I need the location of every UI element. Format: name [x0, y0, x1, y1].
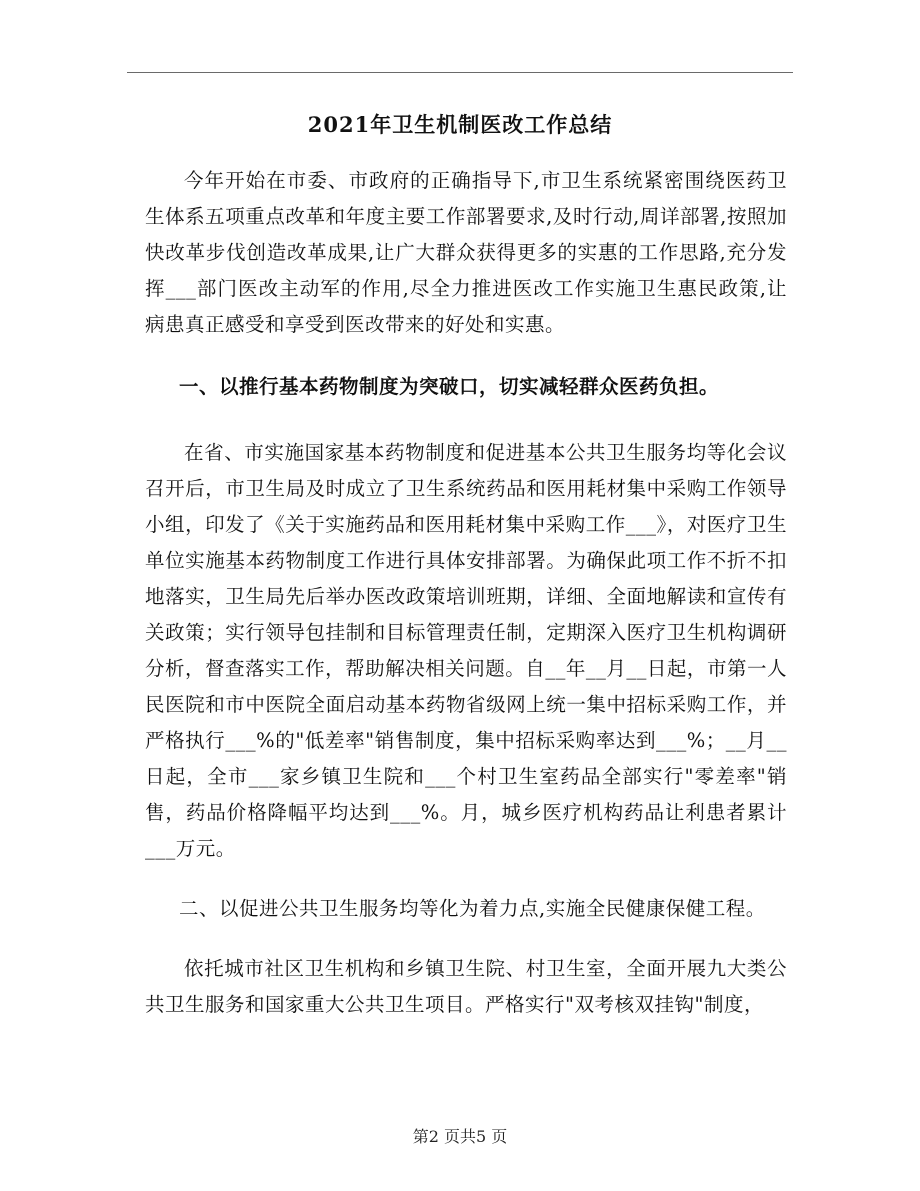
section-heading-2: 二、以促进公共卫生服务均等化为着力点,实施全民健康保健工程。	[179, 897, 766, 920]
intro-paragraph: 今年开始在市委、市政府的正确指导下,市卫生系统紧密围绕医药卫生体系五项重点改革和年度主要工作部署要求,及时行动,周详部署,按照加快改革步伐创造改革成果,让广大群众获得更多的实惠的工作思路,充分发挥___部门医改主动军的作用,尽全力推进医改工作实施卫生惠民政策,让病患真正感受和享受到医改带来的好处和实惠。	[145, 169, 787, 336]
document-title: 2021年卫生机制医改工作总结	[307, 112, 613, 137]
page-number: 第2 页共5 页	[412, 1127, 508, 1146]
header-rule	[127, 72, 793, 73]
section-heading-1: 一、以推行基本药物制度为突破口，切实减轻群众医药负担。	[179, 375, 720, 398]
document-body	[145, 163, 787, 1023]
section-1-paragraph: 在省、市实施国家基本药物制度和促进基本公共卫生服务均等化会议召开后，市卫生局及时成立了卫生系统药品和医用耗材集中采购工作领导小组，印发了《关于实施药品和医用耗材集中采购工作___》，对医疗卫生单位实施基本药物制度工作进行具体安排部署。为确保此项工作不折不扣地落实，卫生局先后举办医改政策培训班期，详细、全面地解读和宣传有关政策；实行领导包挂制和目标管理责任制，定期深入医疗卫生机构调研分析，督查落实工作，帮助解决相关问题。自__年__月__日起，市第一人民医院和市中医院全面启动基本药物省级网上统一集中招标采购工作，并严格执行___%的"低差率"销售制度，集中招标采购率达到___%；__月__日起，全市___家乡镇卫生院和___个村卫生室药品全部实行"零差率"销售，药品价格降幅平均达到___%。月，城乡医疗机构药品让利患者累计___万元。	[145, 441, 787, 860]
section-2-paragraph: 依托城市社区卫生机构和乡镇卫生院、村卫生室，全面开展九大类公共卫生服务和国家重大公共卫生项目。严格实行"双考核双挂钩"制度，	[145, 957, 787, 1016]
